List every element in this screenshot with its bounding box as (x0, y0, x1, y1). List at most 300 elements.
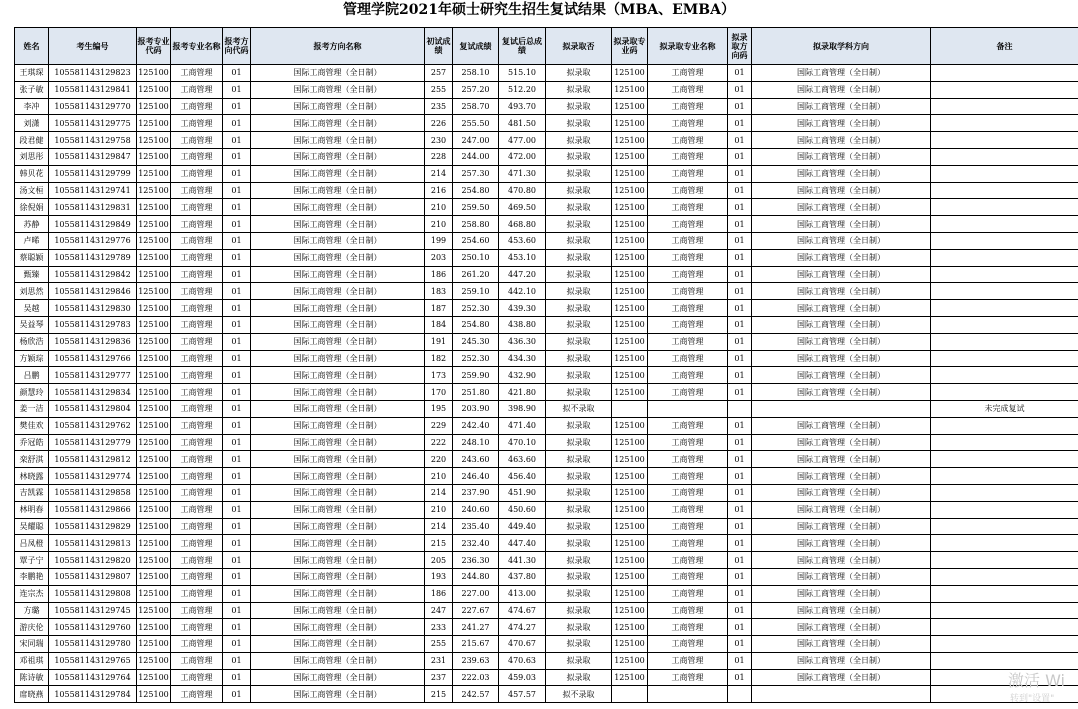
cell-total-score: 447.40 (499, 535, 546, 552)
cell-total-score: 470.67 (499, 636, 546, 653)
cell-admit-direction-code: 01 (728, 316, 752, 333)
cell-direction-code: 01 (223, 585, 251, 602)
cell-prelim-score: 255 (425, 636, 453, 653)
cell-prelim-score: 255 (425, 81, 453, 98)
cell-admit-direction-code: 01 (728, 451, 752, 468)
cell-direction-code: 01 (223, 300, 251, 317)
cell-remarks (931, 333, 1078, 350)
cell-major-code: 125100 (137, 468, 171, 485)
cell-direction-name: 国际工商管理（全日制） (251, 65, 425, 82)
cell-admit-direction: 国际工商管理（全日制） (752, 652, 931, 669)
cell-admit-direction: 国际工商管理（全日制） (752, 417, 931, 434)
cell-admit-direction: 国际工商管理（全日制） (752, 350, 931, 367)
cell-admit-direction (752, 400, 931, 417)
cell-admit-direction: 国际工商管理（全日制） (752, 300, 931, 317)
cell-admit-status: 拟录取 (546, 652, 612, 669)
cell-admit-major-name: 工商管理 (648, 669, 728, 686)
cell-exam-id: 105581143129765 (49, 652, 137, 669)
cell-major-code: 125100 (137, 652, 171, 669)
cell-admit-status: 拟录取 (546, 199, 612, 216)
cell-total-score: 477.00 (499, 132, 546, 149)
cell-admit-direction: 国际工商管理（全日制） (752, 501, 931, 518)
cell-direction-name: 国际工商管理（全日制） (251, 518, 425, 535)
cell-admit-direction: 国际工商管理（全日制） (752, 316, 931, 333)
cell-direction-name: 国际工商管理（全日制） (251, 266, 425, 283)
cell-direction-code: 01 (223, 81, 251, 98)
cell-admit-direction-code: 01 (728, 552, 752, 569)
cell-admit-major-name: 工商管理 (648, 115, 728, 132)
cell-admit-status: 拟录取 (546, 434, 612, 451)
cell-admit-direction: 国际工商管理（全日制） (752, 182, 931, 199)
cell-major-name: 工商管理 (171, 132, 223, 149)
cell-name: 方颖琮 (15, 350, 49, 367)
cell-exam-id: 105581143129831 (49, 199, 137, 216)
cell-name: 韩贝花 (15, 165, 49, 182)
cell-remarks (931, 535, 1078, 552)
cell-major-name: 工商管理 (171, 619, 223, 636)
cell-admit-status: 拟录取 (546, 98, 612, 115)
cell-admit-major-code (612, 400, 648, 417)
cell-admit-direction-code: 01 (728, 81, 752, 98)
cell-admit-direction-code: 01 (728, 636, 752, 653)
table-row (15, 636, 1078, 653)
cell-name: 吕凤橙 (15, 535, 49, 552)
activation-watermark: 激活 Wi (1008, 671, 1066, 690)
table-row (15, 619, 1078, 636)
cell-major-code: 125100 (137, 552, 171, 569)
cell-total-score: 456.40 (499, 468, 546, 485)
cell-prelim-score: 222 (425, 434, 453, 451)
cell-admit-status: 拟录取 (546, 283, 612, 300)
cell-remarks (931, 165, 1078, 182)
cell-direction-name: 国际工商管理（全日制） (251, 249, 425, 266)
cell-direction-name: 国际工商管理（全日制） (251, 669, 425, 686)
cell-admit-direction-code: 01 (728, 619, 752, 636)
cell-admit-major-code (612, 686, 648, 703)
cell-admit-major-name: 工商管理 (648, 350, 728, 367)
cell-retest-score: 259.50 (453, 199, 499, 216)
table-row (15, 333, 1078, 350)
cell-major-code: 125100 (137, 602, 171, 619)
cell-direction-name: 国际工商管理（全日制） (251, 400, 425, 417)
cell-retest-score: 227.67 (453, 602, 499, 619)
cell-retest-score: 241.27 (453, 619, 499, 636)
cell-major-code: 125100 (137, 65, 171, 82)
cell-admit-direction: 国际工商管理（全日制） (752, 232, 931, 249)
cell-retest-score: 237.90 (453, 484, 499, 501)
cell-admit-major-name (648, 400, 728, 417)
table-row (15, 434, 1078, 451)
cell-admit-major-code: 125100 (612, 518, 648, 535)
cell-admit-major-code: 125100 (612, 501, 648, 518)
cell-admit-status: 拟录取 (546, 468, 612, 485)
cell-direction-name: 国际工商管理（全日制） (251, 568, 425, 585)
cell-admit-direction-code: 01 (728, 501, 752, 518)
column-header-retest-score: 复试成绩 (453, 28, 499, 65)
cell-direction-code: 01 (223, 165, 251, 182)
cell-retest-score: 242.40 (453, 417, 499, 434)
cell-direction-name: 国际工商管理（全日制） (251, 132, 425, 149)
cell-retest-score: 232.40 (453, 535, 499, 552)
cell-major-code: 125100 (137, 484, 171, 501)
cell-major-code: 125100 (137, 417, 171, 434)
cell-admit-direction-code: 01 (728, 518, 752, 535)
cell-direction-name: 国际工商管理（全日制） (251, 115, 425, 132)
cell-total-score: 453.60 (499, 232, 546, 249)
cell-exam-id: 105581143129799 (49, 165, 137, 182)
cell-major-code: 125100 (137, 384, 171, 401)
table-row (15, 165, 1078, 182)
cell-total-score: 436.30 (499, 333, 546, 350)
cell-admit-direction-code: 01 (728, 283, 752, 300)
cell-admit-status: 拟录取 (546, 484, 612, 501)
cell-retest-score: 251.80 (453, 384, 499, 401)
cell-admit-major-name: 工商管理 (648, 132, 728, 149)
cell-major-name: 工商管理 (171, 266, 223, 283)
cell-exam-id: 105581143129858 (49, 484, 137, 501)
cell-name: 乔冠皓 (15, 434, 49, 451)
cell-remarks (931, 518, 1078, 535)
cell-retest-score: 244.00 (453, 148, 499, 165)
cell-remarks (931, 434, 1078, 451)
table-row (15, 669, 1078, 686)
cell-admit-major-name: 工商管理 (648, 434, 728, 451)
cell-major-code: 125100 (137, 400, 171, 417)
cell-direction-name: 国际工商管理（全日制） (251, 165, 425, 182)
cell-prelim-score: 215 (425, 686, 453, 703)
cell-direction-code: 01 (223, 316, 251, 333)
cell-admit-direction: 国际工商管理（全日制） (752, 249, 931, 266)
cell-admit-major-code: 125100 (612, 619, 648, 636)
cell-prelim-score: 215 (425, 535, 453, 552)
cell-name: 杨欣浩 (15, 333, 49, 350)
cell-remarks (931, 316, 1078, 333)
cell-name: 陈诗敏 (15, 669, 49, 686)
cell-major-name: 工商管理 (171, 333, 223, 350)
cell-admit-major-code: 125100 (612, 98, 648, 115)
cell-major-code: 125100 (137, 199, 171, 216)
cell-remarks (931, 98, 1078, 115)
cell-major-code: 125100 (137, 98, 171, 115)
cell-prelim-score: 229 (425, 417, 453, 434)
cell-admit-direction: 国际工商管理（全日制） (752, 568, 931, 585)
column-header-admit-direction: 拟录取学科方向 (752, 28, 931, 65)
cell-direction-name: 国际工商管理（全日制） (251, 232, 425, 249)
cell-admit-status: 拟录取 (546, 266, 612, 283)
cell-admit-direction: 国际工商管理（全日制） (752, 81, 931, 98)
cell-direction-name: 国际工商管理（全日制） (251, 652, 425, 669)
cell-name: 姜一洁 (15, 400, 49, 417)
table-row (15, 518, 1078, 535)
column-header-major-code: 报考专业代码 (137, 28, 171, 65)
cell-prelim-score: 186 (425, 266, 453, 283)
cell-major-name: 工商管理 (171, 216, 223, 233)
cell-admit-major-name: 工商管理 (648, 283, 728, 300)
cell-admit-major-code: 125100 (612, 283, 648, 300)
cell-admit-direction: 国际工商管理（全日制） (752, 283, 931, 300)
cell-total-score: 515.10 (499, 65, 546, 82)
cell-admit-major-name: 工商管理 (648, 417, 728, 434)
cell-exam-id: 105581143129836 (49, 333, 137, 350)
cell-remarks (931, 199, 1078, 216)
cell-total-score: 438.80 (499, 316, 546, 333)
cell-direction-code: 01 (223, 249, 251, 266)
cell-admit-direction-code: 01 (728, 65, 752, 82)
cell-total-score: 463.60 (499, 451, 546, 468)
cell-admit-direction-code (728, 686, 752, 703)
cell-admit-major-code: 125100 (612, 602, 648, 619)
table-row (15, 115, 1078, 132)
cell-admit-major-name: 工商管理 (648, 602, 728, 619)
cell-direction-code: 01 (223, 535, 251, 552)
cell-direction-name: 国际工商管理（全日制） (251, 602, 425, 619)
cell-admit-major-code: 125100 (612, 669, 648, 686)
cell-admit-major-name: 工商管理 (648, 232, 728, 249)
cell-admit-direction: 国际工商管理（全日制） (752, 115, 931, 132)
cell-admit-status: 拟录取 (546, 501, 612, 518)
cell-name: 刘思然 (15, 283, 49, 300)
cell-admit-major-code: 125100 (612, 417, 648, 434)
cell-exam-id: 105581143129780 (49, 636, 137, 653)
cell-admit-direction-code: 01 (728, 585, 752, 602)
cell-exam-id: 105581143129808 (49, 585, 137, 602)
cell-admit-major-code: 125100 (612, 333, 648, 350)
cell-major-name: 工商管理 (171, 602, 223, 619)
cell-remarks (931, 148, 1078, 165)
cell-retest-score: 252.30 (453, 300, 499, 317)
cell-admit-major-code: 125100 (612, 316, 648, 333)
cell-direction-name: 国际工商管理（全日制） (251, 316, 425, 333)
cell-name: 徐倪娟 (15, 199, 49, 216)
cell-admit-major-name: 工商管理 (648, 266, 728, 283)
cell-total-score: 470.63 (499, 652, 546, 669)
cell-exam-id: 105581143129784 (49, 686, 137, 703)
cell-admit-major-code: 125100 (612, 249, 648, 266)
cell-exam-id: 105581143129745 (49, 602, 137, 619)
cell-major-name: 工商管理 (171, 636, 223, 653)
cell-admit-major-name: 工商管理 (648, 468, 728, 485)
cell-admit-major-code: 125100 (612, 552, 648, 569)
cell-remarks (931, 619, 1078, 636)
cell-admit-status: 拟录取 (546, 148, 612, 165)
cell-admit-direction: 国际工商管理（全日制） (752, 65, 931, 82)
cell-admit-status: 拟录取 (546, 216, 612, 233)
cell-admit-major-name: 工商管理 (648, 148, 728, 165)
cell-admit-status: 拟录取 (546, 165, 612, 182)
cell-exam-id: 105581143129789 (49, 249, 137, 266)
cell-prelim-score: 247 (425, 602, 453, 619)
cell-prelim-score: 210 (425, 199, 453, 216)
cell-remarks (931, 266, 1078, 283)
cell-name: 吉凯霖 (15, 484, 49, 501)
cell-prelim-score: 235 (425, 98, 453, 115)
cell-exam-id: 105581143129783 (49, 316, 137, 333)
cell-admit-direction-code: 01 (728, 165, 752, 182)
cell-major-code: 125100 (137, 81, 171, 98)
column-header-exam-id: 考生编号 (49, 28, 137, 65)
cell-prelim-score: 220 (425, 451, 453, 468)
cell-remarks (931, 350, 1078, 367)
cell-admit-status: 拟录取 (546, 535, 612, 552)
cell-prelim-score: 214 (425, 518, 453, 535)
table-row (15, 501, 1078, 518)
cell-total-score: 469.50 (499, 199, 546, 216)
cell-major-code: 125100 (137, 619, 171, 636)
cell-admit-status: 拟录取 (546, 65, 612, 82)
cell-prelim-score: 173 (425, 367, 453, 384)
cell-total-score: 421.80 (499, 384, 546, 401)
cell-remarks (931, 65, 1078, 82)
cell-name: 王琪琛 (15, 65, 49, 82)
table-row (15, 216, 1078, 233)
cell-prelim-score: 231 (425, 652, 453, 669)
cell-remarks (931, 636, 1078, 653)
cell-admit-status: 拟录取 (546, 367, 612, 384)
cell-exam-id: 105581143129834 (49, 384, 137, 401)
cell-exam-id: 105581143129841 (49, 81, 137, 98)
cell-admit-major-code: 125100 (612, 81, 648, 98)
cell-total-score: 453.10 (499, 249, 546, 266)
cell-retest-score: 227.00 (453, 585, 499, 602)
cell-exam-id: 105581143129823 (49, 65, 137, 82)
cell-exam-id: 105581143129842 (49, 266, 137, 283)
cell-admit-major-code: 125100 (612, 384, 648, 401)
cell-admit-major-code: 125100 (612, 636, 648, 653)
cell-major-name: 工商管理 (171, 81, 223, 98)
cell-exam-id: 105581143129758 (49, 132, 137, 149)
cell-admit-direction: 国际工商管理（全日制） (752, 636, 931, 653)
cell-remarks (931, 300, 1078, 317)
cell-admit-direction-code: 01 (728, 249, 752, 266)
cell-major-name: 工商管理 (171, 669, 223, 686)
cell-admit-major-code: 125100 (612, 434, 648, 451)
cell-major-code: 125100 (137, 165, 171, 182)
cell-exam-id: 105581143129804 (49, 400, 137, 417)
cell-admit-status: 拟录取 (546, 350, 612, 367)
cell-direction-name: 国际工商管理（全日制） (251, 216, 425, 233)
cell-admit-status: 拟录取 (546, 132, 612, 149)
table-header-row (15, 28, 1078, 65)
cell-admit-major-name: 工商管理 (648, 585, 728, 602)
cell-admit-major-name: 工商管理 (648, 182, 728, 199)
cell-exam-id: 105581143129812 (49, 451, 137, 468)
cell-retest-score: 203.90 (453, 400, 499, 417)
cell-name: 段君健 (15, 132, 49, 149)
cell-major-code: 125100 (137, 316, 171, 333)
cell-major-name: 工商管理 (171, 350, 223, 367)
cell-admit-major-code: 125100 (612, 468, 648, 485)
cell-admit-direction: 国际工商管理（全日制） (752, 535, 931, 552)
cell-major-code: 125100 (137, 518, 171, 535)
table-row (15, 468, 1078, 485)
table-row (15, 148, 1078, 165)
cell-admit-major-name: 工商管理 (648, 249, 728, 266)
cell-direction-code: 01 (223, 434, 251, 451)
column-header-total-score: 复试后总成绩 (499, 28, 546, 65)
cell-total-score: 512.20 (499, 81, 546, 98)
cell-direction-code: 01 (223, 552, 251, 569)
cell-prelim-score: 170 (425, 384, 453, 401)
cell-admit-direction: 国际工商管理（全日制） (752, 132, 931, 149)
cell-admit-direction: 国际工商管理（全日制） (752, 165, 931, 182)
cell-retest-score: 246.40 (453, 468, 499, 485)
cell-admit-direction-code: 01 (728, 384, 752, 401)
cell-exam-id: 105581143129776 (49, 232, 137, 249)
cell-admit-direction-code: 01 (728, 199, 752, 216)
cell-total-score: 472.00 (499, 148, 546, 165)
cell-retest-score: 239.63 (453, 652, 499, 669)
cell-admit-major-code: 125100 (612, 132, 648, 149)
cell-direction-code: 01 (223, 283, 251, 300)
cell-name: 卢晞 (15, 232, 49, 249)
cell-total-score: 468.80 (499, 216, 546, 233)
cell-major-name: 工商管理 (171, 484, 223, 501)
cell-admit-direction: 国际工商管理（全日制） (752, 199, 931, 216)
cell-major-code: 125100 (137, 115, 171, 132)
cell-direction-code: 01 (223, 501, 251, 518)
cell-admit-direction-code: 01 (728, 669, 752, 686)
cell-name: 樊佳欢 (15, 417, 49, 434)
column-header-major-name: 报考专业名称 (171, 28, 223, 65)
cell-direction-code: 01 (223, 518, 251, 535)
cell-prelim-score: 233 (425, 619, 453, 636)
cell-total-score: 474.27 (499, 619, 546, 636)
cell-admit-status: 拟录取 (546, 232, 612, 249)
cell-major-name: 工商管理 (171, 434, 223, 451)
cell-total-score: 442.10 (499, 283, 546, 300)
document-title: 管理学院2021年硕士研究生招生复试结果（MBA、EMBA） (342, 2, 736, 18)
cell-major-code: 125100 (137, 266, 171, 283)
cell-major-code: 125100 (137, 350, 171, 367)
cell-major-name: 工商管理 (171, 501, 223, 518)
cell-major-name: 工商管理 (171, 165, 223, 182)
cell-admit-direction-code: 01 (728, 602, 752, 619)
cell-major-code: 125100 (137, 686, 171, 703)
cell-remarks (931, 585, 1078, 602)
cell-direction-name: 国际工商管理（全日制） (251, 501, 425, 518)
cell-retest-score: 261.20 (453, 266, 499, 283)
cell-admit-status: 拟录取 (546, 316, 612, 333)
cell-direction-name: 国际工商管理（全日制） (251, 585, 425, 602)
cell-admit-direction-code: 01 (728, 350, 752, 367)
cell-major-name: 工商管理 (171, 98, 223, 115)
cell-retest-score: 244.80 (453, 568, 499, 585)
cell-admit-direction: 国际工商管理（全日制） (752, 98, 931, 115)
cell-retest-score: 257.20 (453, 81, 499, 98)
cell-admit-major-name: 工商管理 (648, 501, 728, 518)
cell-exam-id: 105581143129849 (49, 216, 137, 233)
cell-admit-major-name: 工商管理 (648, 300, 728, 317)
cell-direction-code: 01 (223, 132, 251, 149)
cell-total-score: 413.00 (499, 585, 546, 602)
cell-remarks (931, 468, 1078, 485)
cell-direction-name: 国际工商管理（全日制） (251, 417, 425, 434)
cell-prelim-score: 184 (425, 316, 453, 333)
cell-direction-name: 国际工商管理（全日制） (251, 367, 425, 384)
cell-major-name: 工商管理 (171, 232, 223, 249)
cell-admit-direction-code: 01 (728, 132, 752, 149)
cell-admit-status: 拟录取 (546, 451, 612, 468)
cell-admit-direction-code: 01 (728, 468, 752, 485)
cell-direction-name: 国际工商管理（全日制） (251, 484, 425, 501)
cell-retest-score: 215.67 (453, 636, 499, 653)
cell-admit-direction-code (728, 400, 752, 417)
cell-major-name: 工商管理 (171, 535, 223, 552)
cell-admit-major-name: 工商管理 (648, 98, 728, 115)
cell-remarks (931, 232, 1078, 249)
cell-major-name: 工商管理 (171, 65, 223, 82)
cell-direction-code: 01 (223, 98, 251, 115)
